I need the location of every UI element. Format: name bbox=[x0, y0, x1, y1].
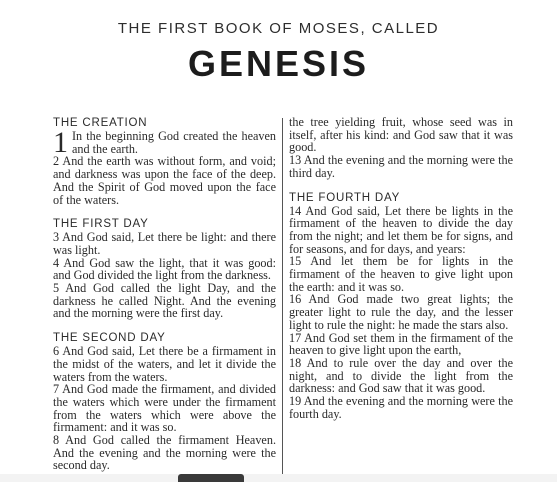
verse-18: 18 And to rule over the day and over the night, and to divide the light from the darkness: and God saw that it was good. bbox=[289, 355, 513, 396]
section-heading-fourth-day: THE FOURTH DAY bbox=[289, 191, 401, 204]
section-heading-second-day: THE SECOND DAY bbox=[53, 332, 166, 345]
verse-6: 6 And God said, Let there be a firmament in the midst of the waters, and let it divide the waters from the waters. bbox=[53, 344, 276, 384]
verse-7: 7 And God made the firmament, and divided the waters which were under the firmament from the waters which were above the firmament: and it was so. bbox=[53, 382, 276, 435]
verse-4: 4 And God saw the light, that it was good: and God divided the light from the darkness. bbox=[53, 255, 276, 283]
verse-2: 2 And the earth was without form, and void; and darkness was upon the face of the deep. And the Spirit of God moved upon the face of the waters. bbox=[53, 154, 276, 207]
bottom-overlay-tab bbox=[178, 474, 244, 482]
verse-19: 19 And the evening and the morning were the fourth day. bbox=[289, 394, 513, 421]
verse-1-text: In the beginning God created the heaven and the earth. bbox=[72, 129, 276, 156]
right-column bbox=[289, 116, 513, 482]
verse-12-continued: the tree yielding fruit, whose seed was in itself, after his kind: and God saw that it was good. bbox=[289, 116, 513, 155]
left-column bbox=[53, 116, 276, 482]
verse-14: 14 And God said, Let there be lights in the firmament of the heaven to divide the day from the night; and let them be for signs, and for seasons, and for days, and years: bbox=[289, 203, 513, 256]
column-divider bbox=[282, 118, 283, 474]
verse-3: 3 And God said, Let there be light: and there was light. bbox=[53, 230, 276, 257]
book-subtitle: THE FIRST BOOK OF MOSES, CALLED bbox=[117, 20, 440, 37]
drop-cap: 1 bbox=[53, 126, 68, 159]
section-heading-creation: THE CREATION bbox=[53, 117, 148, 129]
book-title: GENESIS bbox=[187, 43, 370, 84]
verse-8: 8 And God called the firmament Heaven. And the evening and the morning were the second day. bbox=[53, 433, 276, 473]
verse-5: 5 And God called the light Day, and the darkness he called Night. And the evening and the morning were the first day. bbox=[53, 281, 276, 321]
bottom-toolbar-strip bbox=[0, 474, 557, 482]
verse-15: 15 And let them be for lights in the firmament of the heaven to give light upon the earth: and it was so. bbox=[289, 254, 513, 294]
verse-16: 16 And God made two great lights; the greater light to rule the day, and the lesser light to rule the night: he made the stars also. bbox=[289, 292, 513, 332]
section-heading-first-day: THE FIRST DAY bbox=[53, 218, 149, 231]
verse-1 bbox=[53, 126, 276, 159]
verse-13: 13 And the evening and the morning were the third day. bbox=[289, 153, 513, 180]
verse-17: 17 And God set them in the firmament of the heaven to give light upon the earth, bbox=[289, 330, 513, 358]
